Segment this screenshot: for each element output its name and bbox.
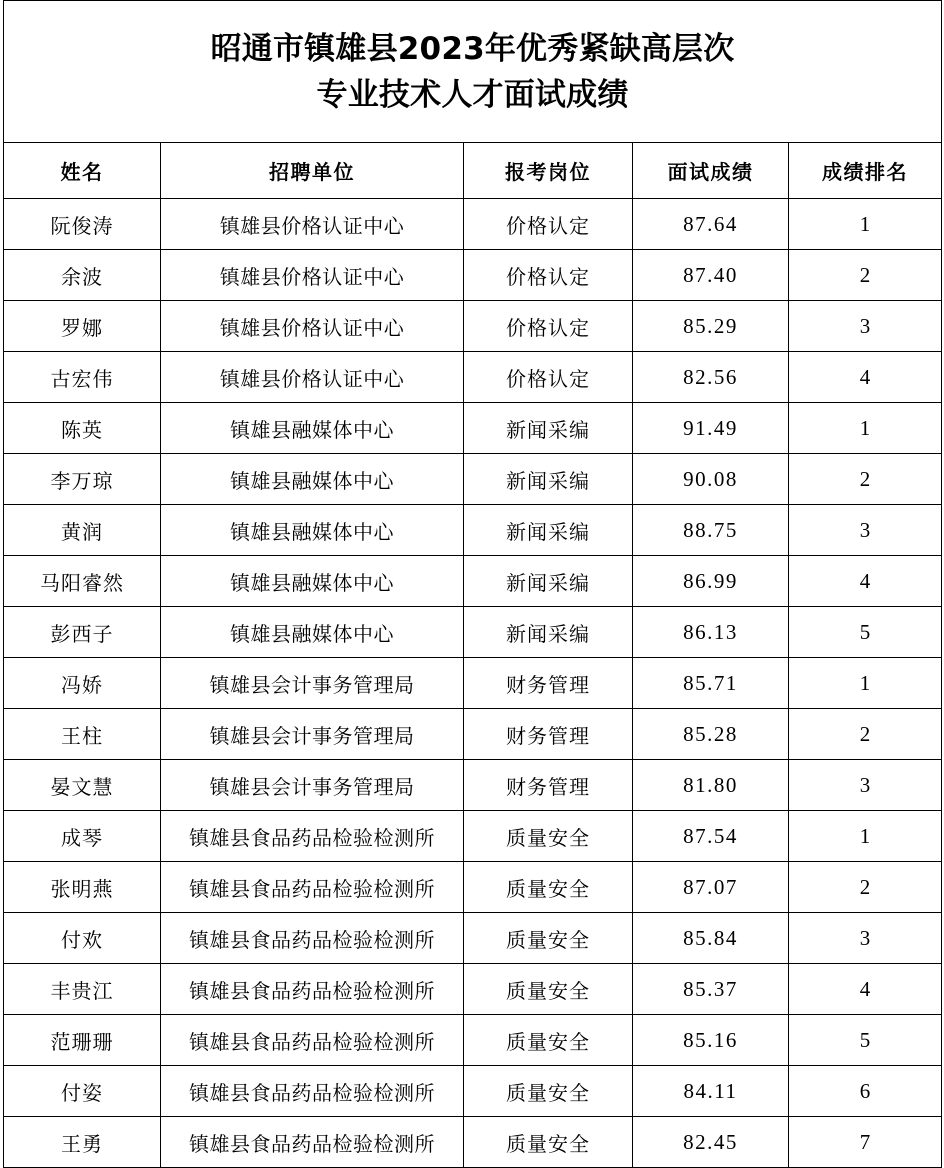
cell-post: 新闻采编	[464, 454, 633, 505]
cell-score: 87.40	[633, 250, 789, 301]
table-header-row	[4, 143, 942, 199]
cell-name: 王柱	[4, 709, 161, 760]
cell-post: 质量安全	[464, 1066, 633, 1117]
cell-score: 85.29	[633, 301, 789, 352]
cell-name: 彭西子	[4, 607, 161, 658]
cell-post: 财务管理	[464, 709, 633, 760]
cell-post: 质量安全	[464, 862, 633, 913]
cell-name: 范珊珊	[4, 1015, 161, 1066]
cell-score: 85.71	[633, 658, 789, 709]
cell-name: 罗娜	[4, 301, 161, 352]
cell-post: 新闻采编	[464, 556, 633, 607]
cell-unit: 镇雄县会计事务管理局	[161, 709, 464, 760]
cell-post: 质量安全	[464, 1117, 633, 1168]
cell-name: 黄润	[4, 505, 161, 556]
cell-rank: 3	[789, 760, 942, 811]
table-row	[4, 403, 942, 454]
table-row	[4, 199, 942, 250]
cell-name: 付欢	[4, 913, 161, 964]
cell-unit: 镇雄县融媒体中心	[161, 607, 464, 658]
cell-unit: 镇雄县融媒体中心	[161, 454, 464, 505]
cell-post: 价格认定	[464, 199, 633, 250]
cell-rank: 2	[789, 862, 942, 913]
cell-unit: 镇雄县食品药品检验检测所	[161, 964, 464, 1015]
column-header-post: 报考岗位	[464, 143, 633, 199]
cell-post: 新闻采编	[464, 403, 633, 454]
cell-unit: 镇雄县融媒体中心	[161, 403, 464, 454]
cell-score: 85.37	[633, 964, 789, 1015]
table-row	[4, 913, 942, 964]
document-title-line-2: 专业技术人才面试成绩	[316, 76, 629, 113]
cell-name: 成琴	[4, 811, 161, 862]
cell-name: 王勇	[4, 1117, 161, 1168]
cell-post: 价格认定	[464, 250, 633, 301]
cell-rank: 4	[789, 964, 942, 1015]
table-row	[4, 505, 942, 556]
cell-score: 82.45	[633, 1117, 789, 1168]
table-row	[4, 250, 942, 301]
table-row	[4, 964, 942, 1015]
table-body	[4, 1, 942, 1168]
table-row	[4, 811, 942, 862]
cell-unit: 镇雄县食品药品检验检测所	[161, 811, 464, 862]
cell-rank: 1	[789, 811, 942, 862]
cell-post: 财务管理	[464, 658, 633, 709]
cell-rank: 4	[789, 352, 942, 403]
table-row	[4, 1015, 942, 1066]
cell-name: 陈英	[4, 403, 161, 454]
cell-score: 81.80	[633, 760, 789, 811]
cell-post: 质量安全	[464, 811, 633, 862]
table-row	[4, 301, 942, 352]
cell-rank: 2	[789, 250, 942, 301]
table-row	[4, 862, 942, 913]
cell-post: 价格认定	[464, 301, 633, 352]
cell-name: 张明燕	[4, 862, 161, 913]
cell-unit: 镇雄县食品药品检验检测所	[161, 1117, 464, 1168]
cell-name: 付姿	[4, 1066, 161, 1117]
cell-rank: 6	[789, 1066, 942, 1117]
table-row	[4, 709, 942, 760]
cell-score: 85.84	[633, 913, 789, 964]
cell-score: 87.07	[633, 862, 789, 913]
cell-score: 91.49	[633, 403, 789, 454]
document-title-cell	[4, 1, 942, 143]
table-row	[4, 1117, 942, 1168]
cell-name: 古宏伟	[4, 352, 161, 403]
cell-score: 88.75	[633, 505, 789, 556]
cell-post: 质量安全	[464, 913, 633, 964]
cell-rank: 2	[789, 454, 942, 505]
document-title	[4, 26, 941, 118]
cell-score: 82.56	[633, 352, 789, 403]
cell-unit: 镇雄县食品药品检验检测所	[161, 1015, 464, 1066]
column-header-rank: 成绩排名	[789, 143, 942, 199]
cell-unit: 镇雄县价格认证中心	[161, 352, 464, 403]
cell-post: 新闻采编	[464, 505, 633, 556]
cell-name: 马阳睿然	[4, 556, 161, 607]
cell-rank: 1	[789, 403, 942, 454]
cell-unit: 镇雄县会计事务管理局	[161, 760, 464, 811]
cell-post: 新闻采编	[464, 607, 633, 658]
table-row	[4, 760, 942, 811]
cell-name: 丰贵江	[4, 964, 161, 1015]
cell-name: 余波	[4, 250, 161, 301]
cell-unit: 镇雄县会计事务管理局	[161, 658, 464, 709]
cell-rank: 7	[789, 1117, 942, 1168]
cell-rank: 3	[789, 301, 942, 352]
table-row	[4, 607, 942, 658]
cell-rank: 5	[789, 1015, 942, 1066]
cell-rank: 3	[789, 505, 942, 556]
cell-name: 李万琼	[4, 454, 161, 505]
cell-unit: 镇雄县价格认证中心	[161, 301, 464, 352]
table-row	[4, 556, 942, 607]
cell-rank: 1	[789, 199, 942, 250]
cell-post: 质量安全	[464, 1015, 633, 1066]
cell-name: 冯娇	[4, 658, 161, 709]
table-row	[4, 1066, 942, 1117]
cell-name: 阮俊涛	[4, 199, 161, 250]
table-row	[4, 352, 942, 403]
cell-post: 价格认定	[464, 352, 633, 403]
document-title-line-1: 昭通市镇雄县2023年优秀紧缺高层次	[210, 30, 735, 67]
cell-unit: 镇雄县价格认证中心	[161, 250, 464, 301]
column-header-name: 姓名	[4, 143, 161, 199]
cell-post: 质量安全	[464, 964, 633, 1015]
cell-score: 85.28	[633, 709, 789, 760]
cell-unit: 镇雄县价格认证中心	[161, 199, 464, 250]
cell-rank: 2	[789, 709, 942, 760]
interview-scores-table	[3, 0, 942, 1168]
cell-unit: 镇雄县食品药品检验检测所	[161, 862, 464, 913]
cell-rank: 1	[789, 658, 942, 709]
table-row	[4, 454, 942, 505]
cell-unit: 镇雄县融媒体中心	[161, 505, 464, 556]
cell-score: 87.64	[633, 199, 789, 250]
cell-score: 86.13	[633, 607, 789, 658]
cell-unit: 镇雄县融媒体中心	[161, 556, 464, 607]
cell-rank: 4	[789, 556, 942, 607]
column-header-unit: 招聘单位	[161, 143, 464, 199]
cell-score: 85.16	[633, 1015, 789, 1066]
cell-rank: 5	[789, 607, 942, 658]
cell-score: 86.99	[633, 556, 789, 607]
cell-score: 87.54	[633, 811, 789, 862]
cell-post: 财务管理	[464, 760, 633, 811]
cell-score: 90.08	[633, 454, 789, 505]
title-row	[4, 1, 942, 143]
table-row	[4, 658, 942, 709]
column-header-score: 面试成绩	[633, 143, 789, 199]
cell-rank: 3	[789, 913, 942, 964]
cell-name: 晏文慧	[4, 760, 161, 811]
cell-unit: 镇雄县食品药品检验检测所	[161, 913, 464, 964]
cell-score: 84.11	[633, 1066, 789, 1117]
cell-unit: 镇雄县食品药品检验检测所	[161, 1066, 464, 1117]
